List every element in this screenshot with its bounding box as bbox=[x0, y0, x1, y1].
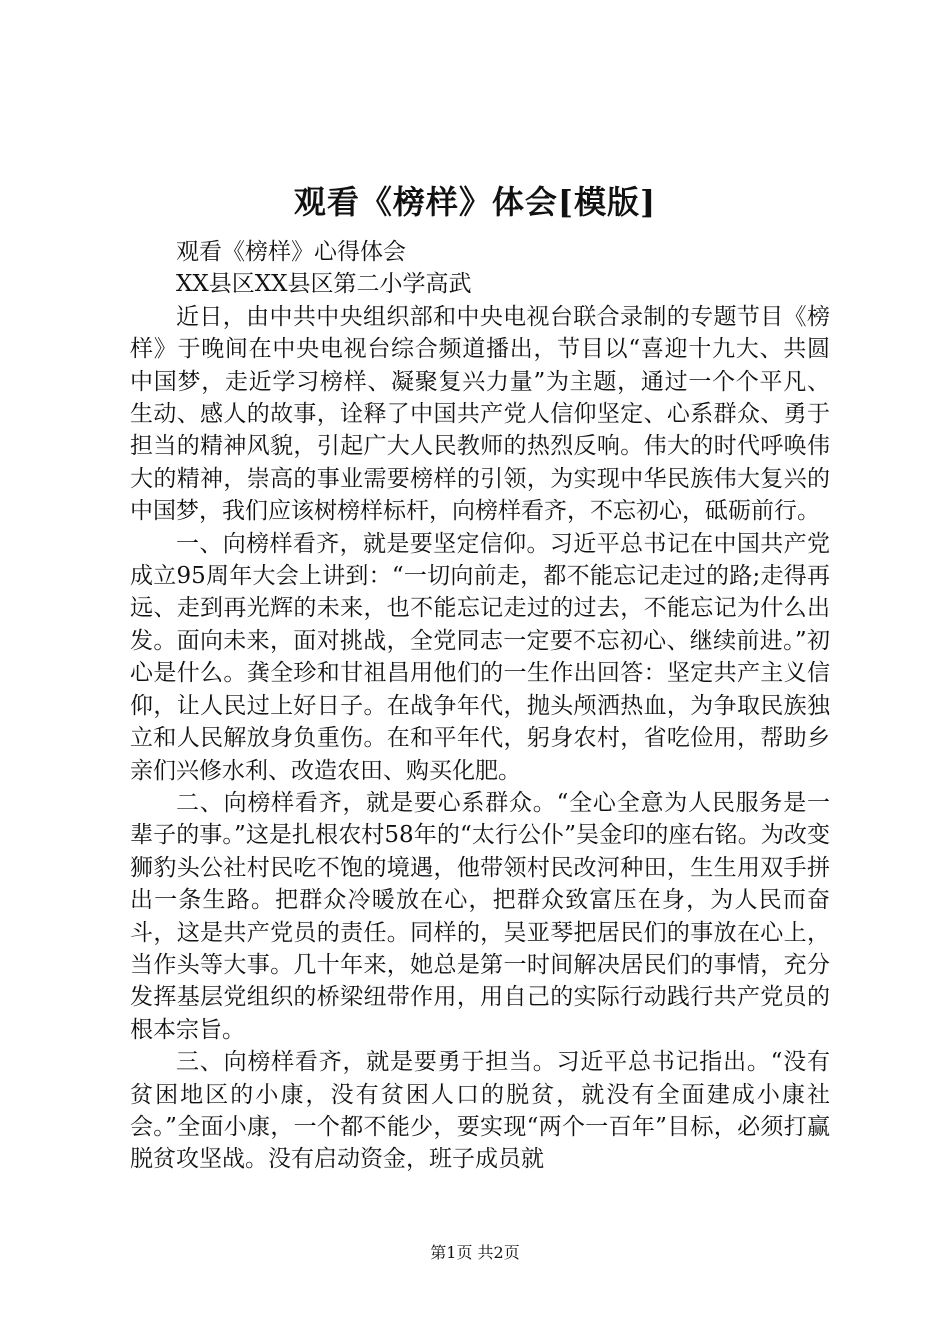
paragraph-section-two: 二、向榜样看齐，就是要心系群众。“全心全意为人民服务是一辈子的事。”这是扎根农村58年的“太行公仆”吴金印的座右铭。为改变狮豹头公社村民吃不饱的境遇，他带领村民改河种田，生生用双手拼出一条生路。把群众冷暖放在心，把群众致富压在身，为人民而奋斗，这是共产党员的责任。同样的，吴亚琴把居民们的事放在心上，当作头等大事。几十年来，她总是第一时间解决居民们的事情，充分发挥基层党组织的桥梁纽带作用，用自己的实际行动践行共产党员的根本宗旨。 bbox=[130, 789, 830, 1043]
document-subtitle: 观看《榜样》心得体会 bbox=[176, 239, 406, 265]
paragraph-section-three: 三、向榜样看齐，就是要勇于担当。习近平总书记指出。“没有贫困地区的小康，没有贫困人口的脱贫，就没有全面建成小康社会。”全面小康，一个都不能少，要实现“两个一百年”目标，必须打赢脱贫攻坚战。没有启动资金，班子成员就 bbox=[130, 1049, 830, 1173]
author-line: XX县区XX县区第二小学高武 bbox=[176, 271, 472, 298]
page-number-footer: 第1页 共2页 bbox=[430, 1243, 520, 1262]
paragraph-intro: 近日，由中共中央组织部和中央电视台联合录制的专题节目《榜样》于晚间在中央电视台综合频道播出，节目以“喜迎十九大、共圆中国梦，走近学习榜样、凝聚复兴力量”为主题，通过一个个平凡、生动、感人的故事，诠释了中国共产党人信仰坚定、心系群众、勇于担当的精神风貌，引起广大人民教师的热烈反响。伟大的时代呼唤伟大的精神，崇高的事业需要榜样的引领，为实现中华民族伟大复兴的中国梦，我们应该树榜样标杆，向榜样看齐，不忘初心，砥砺前行。 bbox=[130, 303, 830, 525]
paragraph-section-one: 一、向榜样看齐，就是要坚定信仰。习近平总书记在中国共产党成立95周年大会上讲到：“一切向前走，都不能忘记走过的路;走得再远、走到再光辉的未来，也不能忘记走过的过去，不能忘记为什么出发。面向未来，面对挑战，全党同志一定要不忘初心、继续前进。”初心是什么。龚全珍和甘祖昌用他们的一生作出回答：坚定共产主义信仰，让人民过上好日子。在战争年代，抛头颅洒热血，为争取民族独立和人民解放身负重伤。在和平年代，躬身农村，省吃俭用，帮助乡亲们兴修水利、改造农田、购买化肥。 bbox=[130, 530, 830, 784]
document-title: 观看《榜样》体会[模版] bbox=[293, 183, 657, 221]
document-body bbox=[130, 236, 830, 1176]
